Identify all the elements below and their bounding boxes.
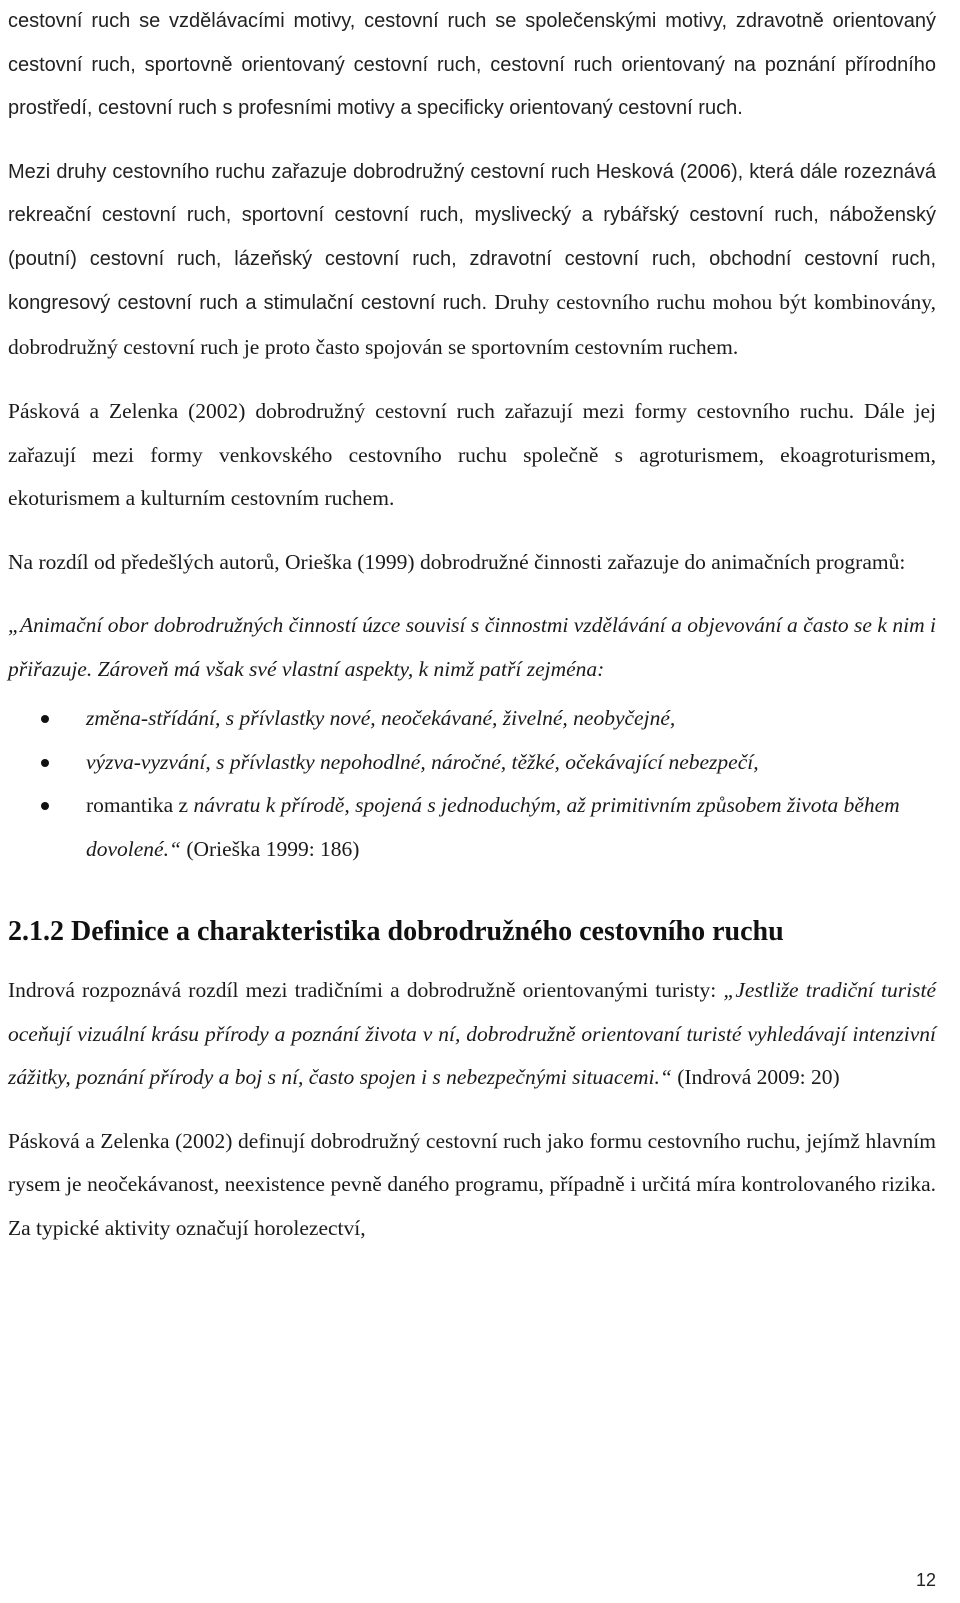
list-item-tail: (Orieška 1999: 186) (180, 836, 360, 861)
list-item-lead: romantika z (86, 793, 194, 817)
quote-orieska: „Animační obor dobrodružných činností úzce souvisí s činnostmi vzdělávání a objevování a často se k nim i přiřazuje. Zároveň má však své vlastní aspekty, k nimž patří zejména: (8, 613, 936, 681)
paragraph-travel-motives: cestovní ruch se vzdělávacími motivy, cestovní ruch se společenskými motivy, zdravotně orientovaný cestovní ruch, sportovně orientovaný cestovní ruch, cestovní ruch orientovaný na poznání přírodního prostředí, cestovní ruch s profesními motivy a specificky orientovaný cestovní ruch. (8, 10, 936, 119)
list-item-italic: výzva-vyzvání, s přívlastky nepohodlné, náročné, těžké, očekávající nebezpečí, (86, 749, 759, 774)
list-item (8, 741, 936, 785)
paragraph-paskova-forms: Pásková a Zelenka (2002) dobrodružný cestovní ruch zařazují mezi formy cestovního ruchu. Dále jej zařazují mezi formy venkovského cestovního ruchu společně s agroturismem, ekoagroturismem, ekoturismem a kulturním cestovním ruchem. (8, 399, 936, 510)
bullet-icon (41, 759, 49, 767)
bullet-icon (41, 802, 49, 810)
citation-indrova: (Indrová 2009: 20) (671, 1065, 840, 1089)
paragraph-paskova-definition: Pásková a Zelenka (2002) definují dobrodružný cestovní ruch jako formu cestovního ruchu, jejímž hlavním rysem je neočekávanost, neexistence pevně daného programu, případně i určitá míra kontrolovaného rizika. Za typické aktivity označují horolezectví, (8, 1128, 936, 1240)
paragraph-indrova (8, 969, 936, 1100)
list-item (8, 784, 936, 871)
paragraph-heskova-types-text: Mezi druhy cestovního ruchu zařazuje dobrodružný cestovní ruch Hesková (2006), která dále rozeznává rekreační cestovní ruch, sportovní cestovní ruch, myslivecký a rybářský cestovní ruch, náboženský (poutní) cestovní ruch, lázeňský cestovní ruch, zdravotní cestovní ruch, obchodní cestovní ruch, kongresový cestovní ruch a stimulační cestovní ruch. (8, 160, 936, 314)
list-item-italic: návratu k přírodě, spojená s jednoduchým, až primitivním způsobem života během dovolené.“ (86, 793, 900, 861)
bullet-icon (41, 715, 49, 723)
aspects-list (8, 697, 936, 871)
paragraph-orieska-intro: Na rozdíl od předešlých autorů, Orieška (1999) dobrodružné činnosti zařazuje do animačních programů: (8, 549, 906, 574)
list-item (8, 697, 936, 741)
paragraph-indrova-lead: Indrová rozpoznává rozdíl mezi tradičními a dobrodružně orientovanými turisty: (8, 978, 724, 1002)
section-heading: 2.1.2 Definice a charakteristika dobrodružného cestovního ruchu (8, 916, 784, 947)
page-number: 12 (915, 1570, 936, 1590)
document-page (8, 0, 936, 1250)
quote-indrova: „Jestliže tradiční turisté oceňují vizuální krásu přírody a poznání života v ní, dobrodružně orientovaní turisté vyhledávají intenzivní zážitky, poznání přírody a boj s ní, často spojen i s nebezpečnými situacemi.“ (8, 978, 936, 1089)
paragraph-combined-types-text: Druhy cestovního ruchu mohou být kombinovány, dobrodružný cestovní ruch je proto často spojován se sportovním cestovním ruchem. (8, 290, 937, 359)
list-item-italic: změna-střídání, s přívlastky nové, neočekávané, živelné, neobyčejné, (86, 706, 676, 730)
paragraph-heskova-types (8, 151, 936, 371)
